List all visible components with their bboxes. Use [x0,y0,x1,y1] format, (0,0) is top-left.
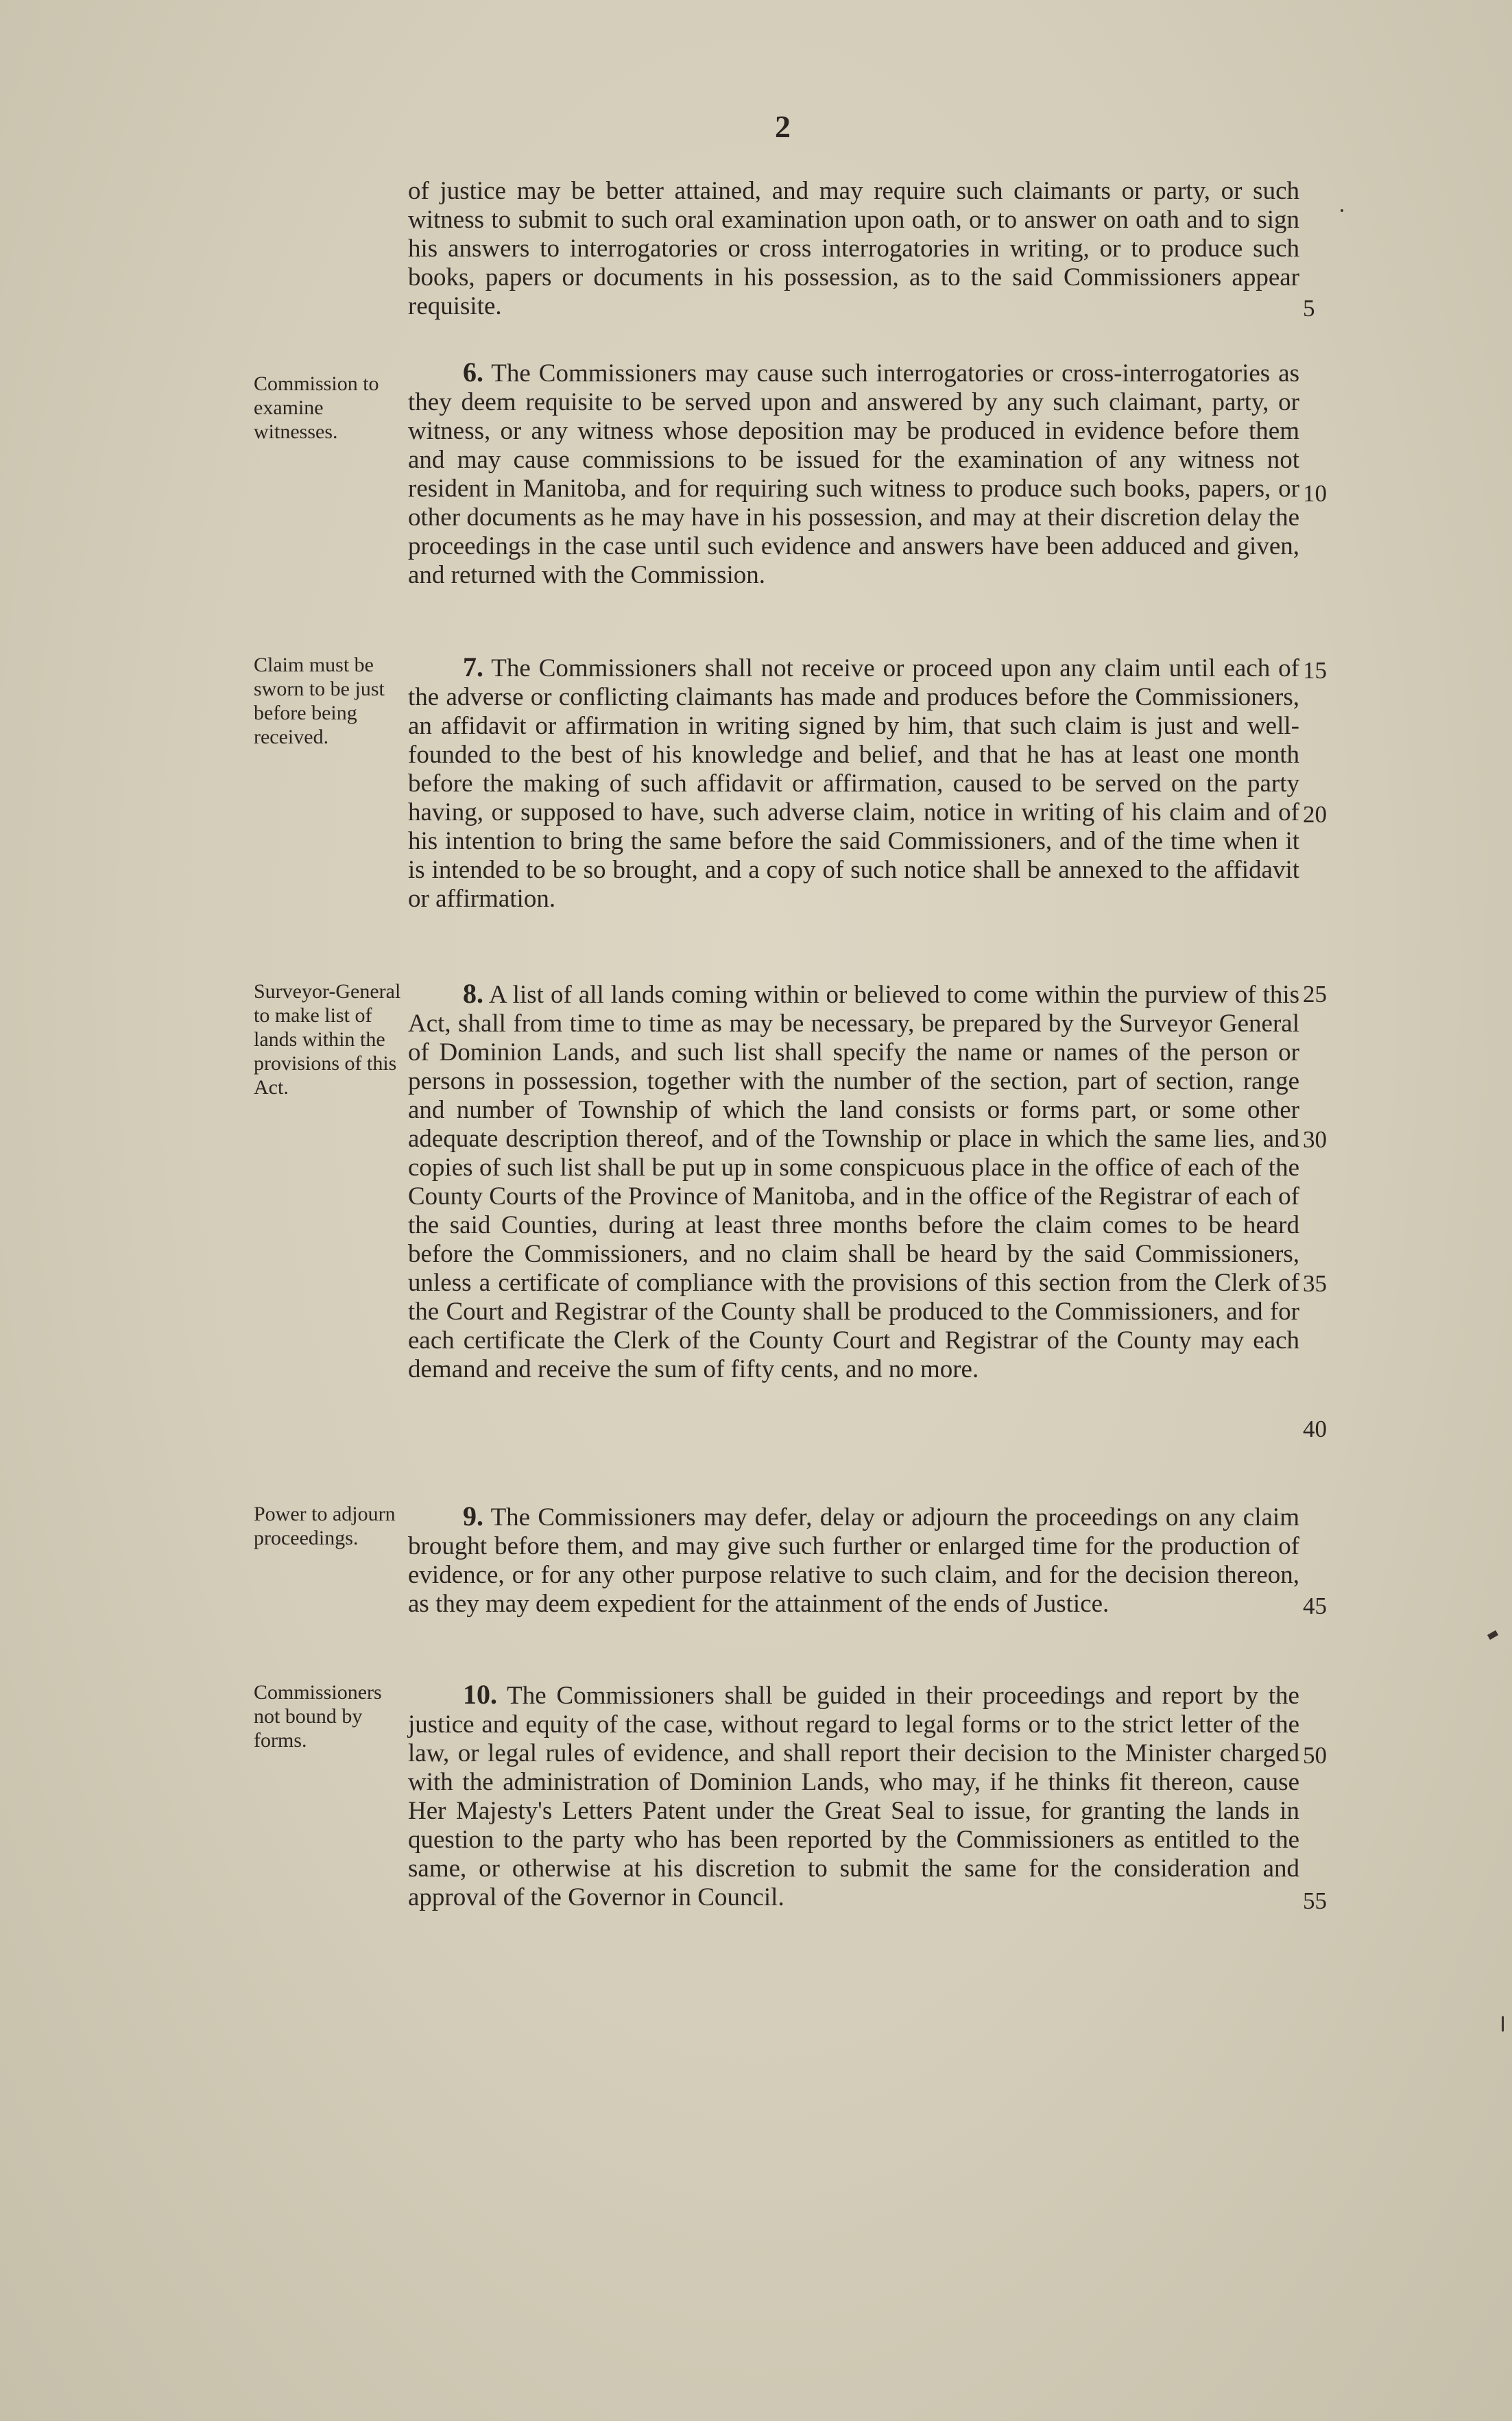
ink-speck [1502,2016,1504,2031]
section-text: The Commissioners may defer, delay or adjourn the proceedings on any claim brought before them, and may give such further or enlarged time for the production of evidence, or for any other purpose relative to such claim, and for the decision thereon, as they may deem expedient for the attainment of the ends of Justice. [408,1503,1299,1618]
section-body [408,1680,1299,1912]
page-number: 2 [775,109,792,144]
line-number: 5 [1303,295,1315,322]
ink-speck [1341,209,1343,212]
line-number: 15 [1303,657,1327,684]
section-continuation [0,177,1512,328]
section-body [408,1502,1299,1619]
section-body [408,358,1299,590]
section-number: 8. [463,978,483,1009]
line-number: 40 [1303,1416,1327,1442]
section-text: A list of all lands coming within or believed to come within the purview of this Act, shall from time to time as may be necessary, be prepared by the Surveyor General of Dominion Lands, and such list shall specify the name or names of the person or persons in possession, together with the number of the section, part of section, range and number of Township of which the land consists or forms part, or some other adequate description thereof, and of the Township or place in which the same lies, and copies of such list shall be put up in some conspicuous place in the office of each of the County Courts of the Province of Manitoba, and in the office of the Registrar of each of the said Counties, during at least three months before the claim comes to be heard before the Commissioners, and no claim shall be heard by the said Commissioners, unless a certificate of compliance with the provisions of this section from the Clerk of the Court and Registrar of the County shall be produced to the Commissioners, and for each certificate the Clerk of the County Court and Registrar of the County may each demand and receive the sum of fifty cents, and no more. [408,981,1299,1383]
section-10 [0,1680,1512,1955]
section-text: The Commissioners shall not receive or proceed upon any claim until each of the adverse or conflicting claimants has made and produces before the Commissioners, an affidavit or affirmation in writing signed by him, that such claim is just and well-founded to the best of his knowledge and belief, and that he has at least one month before the making of such affidavit or affirmation, caused to be served on the party having, or supposed to have, such adverse claim, notice in writing of his claim and of his intention to bring the same before the said Commissioners, and of the time when it is intended to be so brought, and a copy of such notice shall be annexed to the affidavit or affirmation. [408,654,1299,913]
margin-note: Claim must be sworn to be just before being received. [254,654,385,748]
section-9 [0,1502,1512,1653]
line-number: 30 [1303,1126,1327,1153]
margin-note: Power to adjourn proceedings. [254,1503,396,1549]
section-body [408,653,1299,914]
line-number: 45 [1303,1593,1327,1619]
section-text: The Commissioners may cause such interrogatories or cross-interrogatories as they deem requisite to be served upon and answered by any such claimant, party, or witness, or any witness whose deposition may be produced in evidence before them and may cause commissions to be issued for the examination of any witness not resident in Manitoba, and for requiring such witness to produce such books, papers, or other documents as he may have in his possession, and may at their discretion delay the proceedings in the case until such evidence and answers have been adduced and given, and returned with the Commission. [408,359,1299,589]
section-text: The Commissioners shall be guided in their proceedings and report by the justice and equity of the case, without regard to legal forms or to the strict letter of the law, or legal rules of evidence, and shall report their decision to the Minister charged with the administration of Dominion Lands, who may, if he thinks fit thereon, cause Her Majesty's Letters Patent under the Great Seal to issue, for granting the lands in question to the party who has been reported by the Commissioners as entitled to the same, or otherwise at his discretion to submit the same for the consideration and approval of the Governor in Council. [408,1682,1299,1911]
line-number: 55 [1303,1887,1327,1914]
section-body [408,979,1299,1384]
margin-note: Commissioners not bound by forms. [254,1681,382,1752]
section-number: 7. [463,652,483,682]
margin-note: Commission to examine witnesses. [254,372,379,443]
line-number: 35 [1303,1270,1327,1297]
section-number: 6. [463,357,483,387]
margin-note: Surveyor-General to make list of lands within the provisions of this Act. [254,980,401,1099]
line-number: 50 [1303,1742,1327,1769]
line-numbers [1303,0,1344,2421]
section-text: of justice may be better attained, and may require such claimants or party, or such witness to submit to such oral examination upon oath, or to answer on oath and to sign his answers to interrogatories or cross interrogatories in writing, or to produce such books, papers or documents in his possession, as to the said Commissioners appear requisite. [408,177,1299,320]
section-number: 9. [463,1501,483,1531]
line-number: 25 [1303,981,1327,1007]
line-number: 10 [1303,480,1327,507]
line-number: 20 [1303,801,1327,828]
section-6 [0,358,1512,625]
section-7 [0,653,1512,948]
section-8 [0,979,1512,1473]
section-number: 10. [463,1679,497,1710]
